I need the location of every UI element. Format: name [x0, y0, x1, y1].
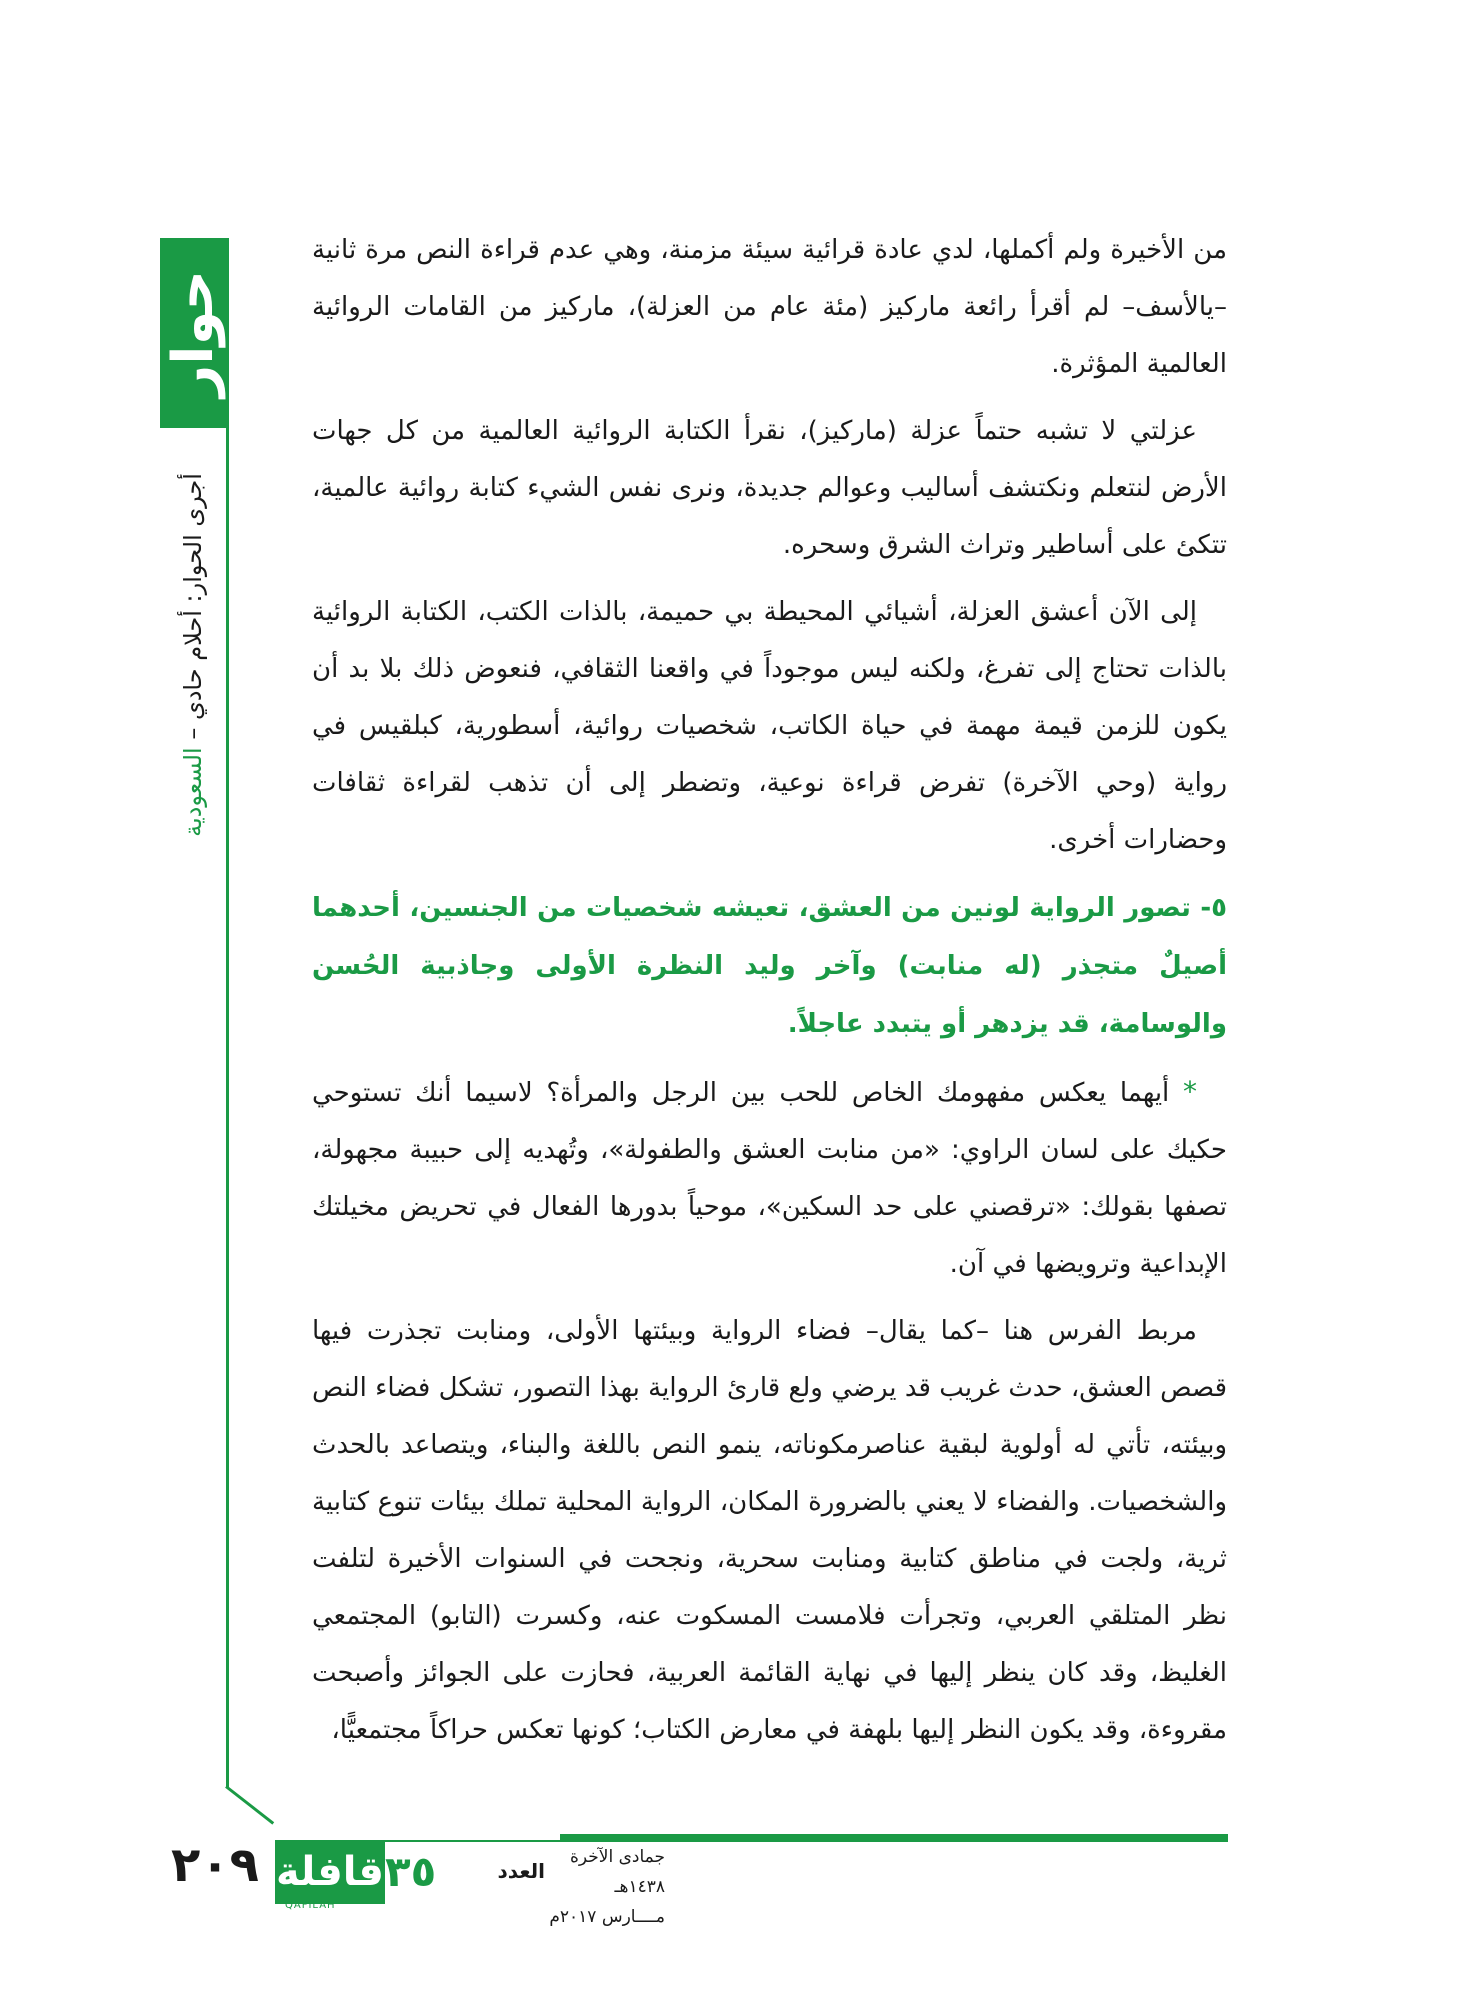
- article-paragraph: عزلتي لا تشبه حتماً عزلة (ماركيز)، نقرأ الكتابة الروائية العالمية من كل جهات الأرض لنتعلم ونكتشف أساليب وعوالم جديدة، ونرى نفس الشيء كتابة روائية عالمية، تتكئ على أساطير وتراث الشرق وسحره.: [312, 416, 1227, 560]
- date-hijri: جمادى الآخرة ١٤٣٨هـ: [569, 1847, 665, 1897]
- interview-question: ٥- تصور الرواية لونين من العشق، تعيشه شخصيات من الجنسين، أحدهما أصيلٌ متجذر (له منابت) وآخر وليد النظرة الأولى وجاذبية الحُسن والوسامة، قد يزدهر أو يتبدد عاجلاً.: [312, 893, 1227, 1039]
- section-title: [160, 238, 226, 428]
- date-gregorian: مــــارس ٢٠١٧م: [549, 1907, 665, 1927]
- article-body: [312, 222, 1227, 1769]
- section-title-text: حوار: [160, 269, 226, 397]
- issue-label: العدد: [497, 1859, 545, 1883]
- magazine-logo-latin: QAFILAH: [285, 1900, 336, 1911]
- side-divider-line: [226, 238, 229, 1788]
- interviewer-caption-text: أجرى الحوار: أحلام حادي –: [179, 473, 207, 748]
- article-paragraph-text: أيهما يعكس مفهومك الخاص للحب بين الرجل والمرأة؟ لاسيما أنك تستوحي حكيك على لسان الراوي: «من منابت العشق والطفولة»، وتُهديه إلى حبيبة مجهولة، تصفها بقولك: «ترقصني على حد السكين»، موحياً بدورها الفعال في تحريض مخيلتك الإبداعية وترويضها في آن.: [312, 1078, 1227, 1279]
- interviewer-country: السعودية: [179, 747, 207, 837]
- interviewer-caption: [165, 440, 221, 870]
- article-paragraph-answer-start: [312, 1063, 1227, 1293]
- article-paragraph: من الأخيرة ولم أكملها، لدي عادة قرائية سيئة مزمنة، وهي عدم قراءة النص مرة ثانية –يالأسف– لم أقرأ رائعة ماركيز (مئة عام من العزلة)، ماركيز من القامات الروائية العالمية المؤثرة.: [312, 235, 1227, 379]
- issue-dates: [545, 1842, 665, 1932]
- article-paragraph: إلى الآن أعشق العزلة، أشيائي المحيطة بي حميمة، بالذات الكتب، الكتابة الروائية بالذات تحتاج إلى تفرغ، ولكنه ليس موجوداً في واقعنا الثقافي، فنعوض ذلك بلا بد أن يكون للزمن قيمة مهمة في حياة الكاتب، شخصيات روائية، أسطورية، كبلقيس في رواية (وحي الآخرة) تفرض قراءة نوعية، وتضطر إلى أن تذهب لقراءة ثقافات وحضارات أخرى.: [312, 597, 1227, 855]
- issue-info: [385, 1840, 545, 1902]
- issue-number: ٣٥: [385, 1846, 437, 1896]
- magazine-logo: قافلة: [275, 1840, 385, 1904]
- answer-star-icon: *: [1183, 1075, 1197, 1108]
- side-divider-corner: [225, 1785, 274, 1824]
- page-number: ٢٠٩: [171, 1837, 259, 1893]
- article-paragraph: مربط الفرس هنا –كما يقال– فضاء الرواية وبيئتها الأولى، ومنابت تجذرت فيها قصص العشق، حدث غريب قد يرضي ولع قارئ الرواية بهذا التصور، تشكل فضاء النص وبيئته، تأتي له أولوية لبقية عناصرمكوناته، ينمو النص باللغة والبناء، ويتصاعد بالحدث والشخصيات. والفضاء لا يعني بالضرورة المكان، الرواية المحلية تملك بيئات تنوع كتابية ثرية، ولجت في مناطق كتابية ومنابت سحرية، ونجحت في السنوات الأخيرة لتلفت نظر المتلقي العربي، وتجرأت فلامست المسكوت عنه، وكسرت (التابو) المجتمعي الغليظ، وقد كان ينظر إليها في نهاية القائمة العربية، فحازت على الجوائز وأصبحت مقروءة، وقد يكون النظر إليها بلهفة في معارض الكتاب؛ كونها تعكس حراكاً مجتمعيًّا،: [312, 1316, 1227, 1745]
